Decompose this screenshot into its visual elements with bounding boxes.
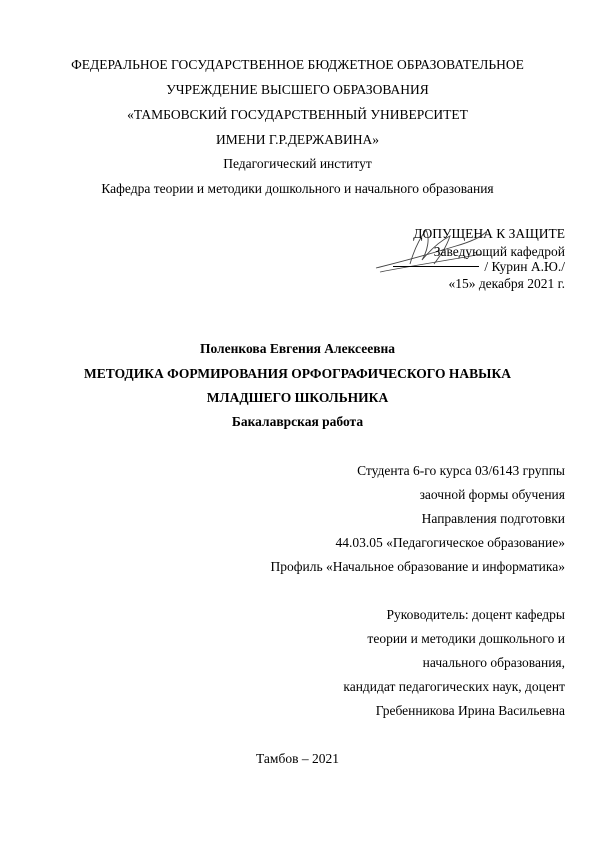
university-header-line-1: ФЕДЕРАЛЬНОЕ ГОСУДАРСТВЕННОЕ БЮДЖЕТНОЕ ОБРАЗОВАТЕЛЬНОЕ <box>71 57 524 72</box>
university-header-line-4: ИМЕНИ Г.Р.ДЕРЖАВИНА» <box>215 132 380 147</box>
approval-name: / Курин А.Ю./ <box>484 259 565 274</box>
university-header-line-2: УЧРЕЖДЕНИЕ ВЫСШЕГО ОБРАЗОВАНИЯ <box>166 82 429 97</box>
approval-title: ДОПУЩЕНА К ЗАЩИТЕ <box>413 226 565 241</box>
institute-name: Педагогический институт <box>223 156 372 171</box>
signature-line <box>393 266 479 267</box>
author-name: Поленкова Евгения Алексеевна <box>199 341 396 356</box>
city-year: Тамбов – 2021 <box>256 751 339 766</box>
student-info-line-4: 44.03.05 «Педагогическое образование» <box>335 535 565 550</box>
university-header-line-3: «ТАМБОВСКИЙ ГОСУДАРСТВЕННЫЙ УНИВЕРСИТЕТ <box>127 107 468 122</box>
student-info-line-1: Студента 6-го курса 03/6143 группы <box>357 463 565 478</box>
approval-date: «15» декабря 2021 г. <box>448 276 565 291</box>
approval-role: Заведующий кафедрой <box>433 244 565 259</box>
student-info-line-2: заочной формы обучения <box>419 487 565 502</box>
student-info-line-5: Профиль «Начальное образование и информатика» <box>270 559 565 574</box>
student-info-line-3: Направления подготовки <box>421 511 565 526</box>
department-name: Кафедра теории и методики дошкольного и начального образования <box>101 181 494 196</box>
thesis-title-line-2: МЛАДШЕГО ШКОЛЬНИКА <box>206 390 389 405</box>
supervisor-line-1: Руководитель: доцент кафедры <box>386 607 565 622</box>
supervisor-line-5: Гребенникова Ирина Васильевна <box>375 703 565 718</box>
supervisor-line-4: кандидат педагогических наук, доцент <box>343 679 565 694</box>
supervisor-line-3: начального образования, <box>422 655 565 670</box>
supervisor-line-2: теории и методики дошкольного и <box>367 631 565 646</box>
work-type: Бакалаврская работа <box>231 414 364 429</box>
thesis-title-line-1: МЕТОДИКА ФОРМИРОВАНИЯ ОРФОГРАФИЧЕСКОГО НАВЫКА <box>84 366 511 381</box>
